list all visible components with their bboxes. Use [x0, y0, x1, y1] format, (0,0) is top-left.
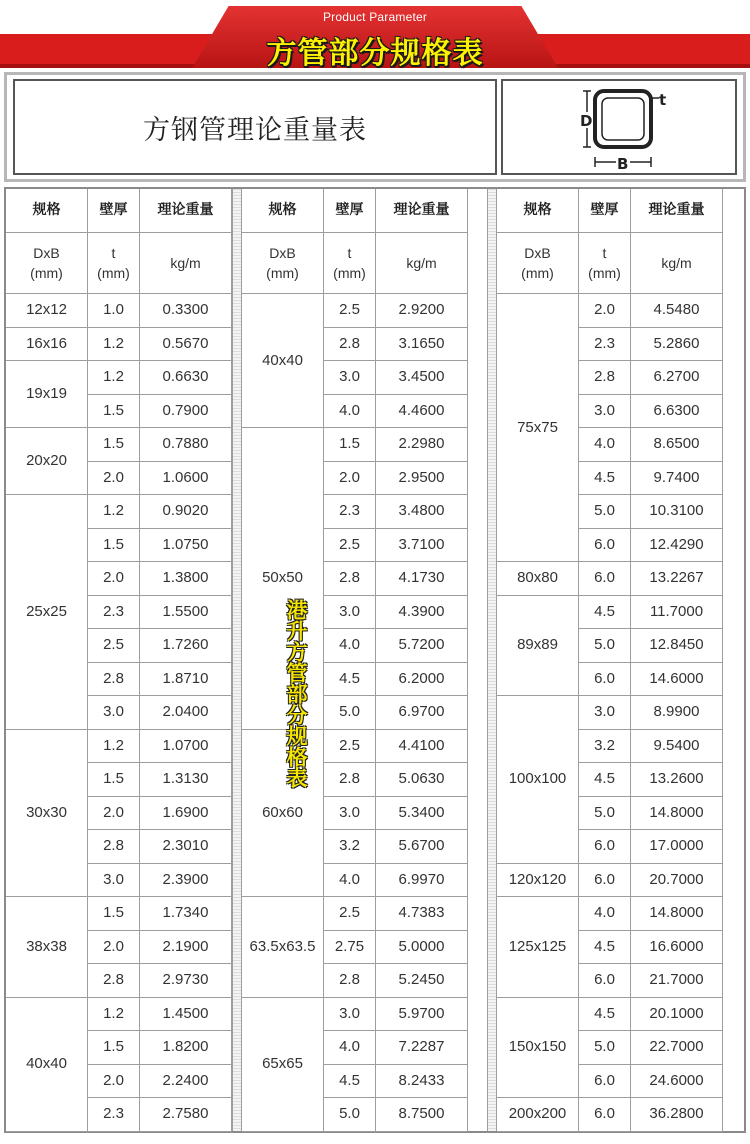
weight-cell: 10.3100	[631, 495, 723, 529]
weight-cell: 1.3130	[140, 763, 232, 797]
size-cell: 50x50	[242, 428, 324, 730]
weight-cell: 22.7000	[631, 1031, 723, 1065]
table-title: 方钢管理论重量表	[143, 114, 367, 146]
thickness-cell: 4.5	[579, 998, 631, 1032]
unit-size: DxB (mm)	[497, 233, 579, 294]
weight-cell: 21.7000	[631, 964, 723, 998]
thickness-cell: 3.0	[579, 696, 631, 730]
size-cell: 60x60	[242, 730, 324, 898]
thickness-cell: 6.0	[579, 864, 631, 898]
thickness-cell: 1.5	[88, 428, 140, 462]
thickness-cell: 1.2	[88, 730, 140, 764]
weight-cell: 2.1900	[140, 931, 232, 965]
weight-cell: 6.2700	[631, 361, 723, 395]
thickness-cell: 2.3	[88, 1098, 140, 1132]
weight-cell: 1.8200	[140, 1031, 232, 1065]
weight-cell: 0.3300	[140, 294, 232, 328]
thickness-cell: 2.8	[324, 763, 376, 797]
thickness-cell: 5.0	[579, 1031, 631, 1065]
weight-cell: 6.9970	[376, 864, 468, 898]
weight-cell: 2.9500	[376, 462, 468, 496]
thickness-cell: 2.0	[88, 931, 140, 965]
thickness-cell: 4.0	[579, 897, 631, 931]
header-weight: 理论重量	[376, 189, 468, 233]
size-cell: 12x12	[6, 294, 88, 328]
thickness-cell: 2.0	[88, 1065, 140, 1099]
header-size: 规格	[242, 189, 324, 233]
size-cell: 125x125	[497, 897, 579, 998]
size-cell: 100x100	[497, 696, 579, 864]
size-cell: 20x20	[6, 428, 88, 495]
unit-weight: kg/m	[376, 233, 468, 294]
size-cell: 80x80	[497, 562, 579, 596]
thickness-cell: 1.0	[88, 294, 140, 328]
weight-cell: 4.7383	[376, 897, 468, 931]
weight-cell: 0.6630	[140, 361, 232, 395]
diagram-panel	[501, 79, 737, 175]
thickness-cell: 2.5	[324, 730, 376, 764]
weight-cell: 0.7880	[140, 428, 232, 462]
weight-cell: 1.0600	[140, 462, 232, 496]
thickness-cell: 4.5	[579, 596, 631, 630]
weight-cell: 5.9700	[376, 998, 468, 1032]
size-cell: 16x16	[6, 328, 88, 362]
weight-cell: 2.7580	[140, 1098, 232, 1132]
thickness-cell: 6.0	[579, 830, 631, 864]
thickness-cell: 6.0	[579, 562, 631, 596]
title-panel	[13, 79, 497, 175]
weight-cell: 5.2860	[631, 328, 723, 362]
weight-cell: 8.7500	[376, 1098, 468, 1132]
thickness-cell: 1.2	[88, 328, 140, 362]
thickness-cell: 6.0	[579, 964, 631, 998]
thickness-cell: 4.0	[324, 395, 376, 429]
weight-cell: 5.0630	[376, 763, 468, 797]
thickness-cell: 1.5	[324, 428, 376, 462]
section-divider	[232, 189, 242, 1131]
weight-cell: 1.7340	[140, 897, 232, 931]
diagram-label-d: D	[580, 112, 593, 130]
weight-cell: 11.7000	[631, 596, 723, 630]
size-cell: 30x30	[6, 730, 88, 898]
weight-cell: 4.1730	[376, 562, 468, 596]
thickness-cell: 1.2	[88, 998, 140, 1032]
unit-thickness: t (mm)	[324, 233, 376, 294]
thickness-cell: 2.5	[324, 529, 376, 563]
thickness-cell: 5.0	[579, 629, 631, 663]
thickness-cell: 3.0	[579, 395, 631, 429]
thickness-cell: 1.5	[88, 763, 140, 797]
weight-cell: 7.2287	[376, 1031, 468, 1065]
header-weight: 理论重量	[631, 189, 723, 233]
header-thickness: 壁厚	[88, 189, 140, 233]
thickness-cell: 2.3	[88, 596, 140, 630]
thickness-cell: 5.0	[324, 696, 376, 730]
thickness-cell: 2.8	[88, 663, 140, 697]
weight-cell: 2.3900	[140, 864, 232, 898]
size-cell: 25x25	[6, 495, 88, 730]
thickness-cell: 4.5	[579, 462, 631, 496]
diagram-label-t: t	[659, 91, 667, 109]
weight-cell: 36.2800	[631, 1098, 723, 1132]
thickness-cell: 1.5	[88, 395, 140, 429]
thickness-cell: 2.8	[324, 562, 376, 596]
weight-cell: 5.2450	[376, 964, 468, 998]
thickness-cell: 1.5	[88, 1031, 140, 1065]
thickness-cell: 4.5	[324, 663, 376, 697]
weight-cell: 2.2980	[376, 428, 468, 462]
header-title: 方管部分规格表	[266, 36, 484, 71]
weight-cell: 5.3400	[376, 797, 468, 831]
weight-cell: 4.3900	[376, 596, 468, 630]
weight-cell: 14.6000	[631, 663, 723, 697]
title-box	[4, 72, 746, 182]
header-size: 规格	[497, 189, 579, 233]
thickness-cell: 2.8	[88, 830, 140, 864]
weight-cell: 13.2600	[631, 763, 723, 797]
thickness-cell: 2.8	[324, 964, 376, 998]
thickness-cell: 5.0	[324, 1098, 376, 1132]
weight-cell: 9.7400	[631, 462, 723, 496]
weight-cell: 0.7900	[140, 395, 232, 429]
thickness-cell: 1.2	[88, 361, 140, 395]
thickness-cell: 4.5	[579, 763, 631, 797]
thickness-cell: 2.0	[88, 562, 140, 596]
weight-cell: 1.4500	[140, 998, 232, 1032]
weight-cell: 2.9200	[376, 294, 468, 328]
thickness-cell: 4.5	[579, 931, 631, 965]
size-cell: 150x150	[497, 998, 579, 1099]
weight-cell: 2.3010	[140, 830, 232, 864]
size-cell: 75x75	[497, 294, 579, 562]
square-tube-cross-section-diagram	[575, 85, 675, 173]
thickness-cell: 3.0	[324, 361, 376, 395]
diagram-label-b: B	[617, 155, 629, 173]
weight-cell: 8.2433	[376, 1065, 468, 1099]
weight-cell: 24.6000	[631, 1065, 723, 1099]
weight-cell: 5.7200	[376, 629, 468, 663]
weight-cell: 0.9020	[140, 495, 232, 529]
weight-cell: 12.4290	[631, 529, 723, 563]
thickness-cell: 2.5	[324, 897, 376, 931]
weight-cell: 2.2400	[140, 1065, 232, 1099]
unit-thickness: t (mm)	[579, 233, 631, 294]
thickness-cell: 6.0	[579, 1098, 631, 1132]
thickness-cell: 3.0	[324, 596, 376, 630]
weight-cell: 6.2000	[376, 663, 468, 697]
weight-cell: 6.9700	[376, 696, 468, 730]
thickness-cell: 2.0	[88, 797, 140, 831]
size-cell: 120x120	[497, 864, 579, 898]
weight-cell: 17.0000	[631, 830, 723, 864]
weight-cell: 1.5500	[140, 596, 232, 630]
weight-cell: 14.8000	[631, 797, 723, 831]
thickness-cell: 2.8	[324, 328, 376, 362]
header-weight: 理论重量	[140, 189, 232, 233]
weight-cell: 1.7260	[140, 629, 232, 663]
thickness-cell: 3.0	[324, 998, 376, 1032]
thickness-cell: 4.5	[324, 1065, 376, 1099]
weight-cell: 3.1650	[376, 328, 468, 362]
header-subtitle: Product Parameter	[322, 10, 428, 24]
watermark-text: 港升方管部分规格表	[284, 599, 308, 788]
weight-cell: 9.5400	[631, 730, 723, 764]
thickness-cell: 6.0	[579, 663, 631, 697]
thickness-cell: 2.8	[579, 361, 631, 395]
thickness-cell: 2.5	[88, 629, 140, 663]
thickness-cell: 4.0	[324, 864, 376, 898]
unit-thickness: t (mm)	[88, 233, 140, 294]
size-cell: 200x200	[497, 1098, 579, 1132]
weight-cell: 1.0700	[140, 730, 232, 764]
weight-cell: 8.6500	[631, 428, 723, 462]
thickness-cell: 2.0	[88, 462, 140, 496]
weight-cell: 13.2267	[631, 562, 723, 596]
weight-cell: 3.7100	[376, 529, 468, 563]
size-cell: 89x89	[497, 596, 579, 697]
weight-cell: 14.8000	[631, 897, 723, 931]
weight-cell: 8.9900	[631, 696, 723, 730]
thickness-cell: 6.0	[579, 1065, 631, 1099]
weight-cell: 4.4100	[376, 730, 468, 764]
thickness-cell: 5.0	[579, 797, 631, 831]
weight-cell: 5.6700	[376, 830, 468, 864]
thickness-cell: 4.0	[324, 629, 376, 663]
weight-cell: 4.4600	[376, 395, 468, 429]
unit-size: DxB (mm)	[6, 233, 88, 294]
thickness-cell: 4.0	[324, 1031, 376, 1065]
size-cell: 19x19	[6, 361, 88, 428]
header-thickness: 壁厚	[324, 189, 376, 233]
weight-cell: 1.8710	[140, 663, 232, 697]
thickness-cell: 2.0	[324, 462, 376, 496]
unit-weight: kg/m	[140, 233, 232, 294]
thickness-cell: 2.75	[324, 931, 376, 965]
thickness-cell: 2.3	[324, 495, 376, 529]
weight-cell: 5.0000	[376, 931, 468, 965]
thickness-cell: 1.5	[88, 897, 140, 931]
thickness-cell: 3.2	[579, 730, 631, 764]
size-cell: 40x40	[6, 998, 88, 1132]
thickness-cell: 4.0	[579, 428, 631, 462]
weight-cell: 1.3800	[140, 562, 232, 596]
size-cell: 40x40	[242, 294, 324, 428]
thickness-cell: 3.0	[324, 797, 376, 831]
weight-cell: 4.5480	[631, 294, 723, 328]
weight-cell: 0.5670	[140, 328, 232, 362]
unit-size: DxB (mm)	[242, 233, 324, 294]
thickness-cell: 2.0	[579, 294, 631, 328]
thickness-cell: 3.0	[88, 696, 140, 730]
thickness-cell: 2.8	[88, 964, 140, 998]
weight-cell: 3.4500	[376, 361, 468, 395]
weight-cell: 1.0750	[140, 529, 232, 563]
thickness-cell: 3.0	[88, 864, 140, 898]
thickness-cell: 3.2	[324, 830, 376, 864]
size-cell: 38x38	[6, 897, 88, 998]
weight-cell: 2.0400	[140, 696, 232, 730]
weight-cell: 2.9730	[140, 964, 232, 998]
size-cell: 63.5x63.5	[242, 897, 324, 998]
section-divider	[487, 189, 497, 1131]
thickness-cell: 1.5	[88, 529, 140, 563]
weight-cell: 16.6000	[631, 931, 723, 965]
unit-weight: kg/m	[631, 233, 723, 294]
weight-cell: 20.7000	[631, 864, 723, 898]
thickness-cell: 5.0	[579, 495, 631, 529]
size-cell: 65x65	[242, 998, 324, 1132]
weight-cell: 6.6300	[631, 395, 723, 429]
thickness-cell: 2.5	[324, 294, 376, 328]
spec-table	[4, 187, 746, 1133]
header-size: 规格	[6, 189, 88, 233]
thickness-cell: 2.3	[579, 328, 631, 362]
weight-cell: 1.6900	[140, 797, 232, 831]
weight-cell: 20.1000	[631, 998, 723, 1032]
weight-cell: 3.4800	[376, 495, 468, 529]
weight-cell: 12.8450	[631, 629, 723, 663]
thickness-cell: 1.2	[88, 495, 140, 529]
header-thickness: 壁厚	[579, 189, 631, 233]
thickness-cell: 6.0	[579, 529, 631, 563]
